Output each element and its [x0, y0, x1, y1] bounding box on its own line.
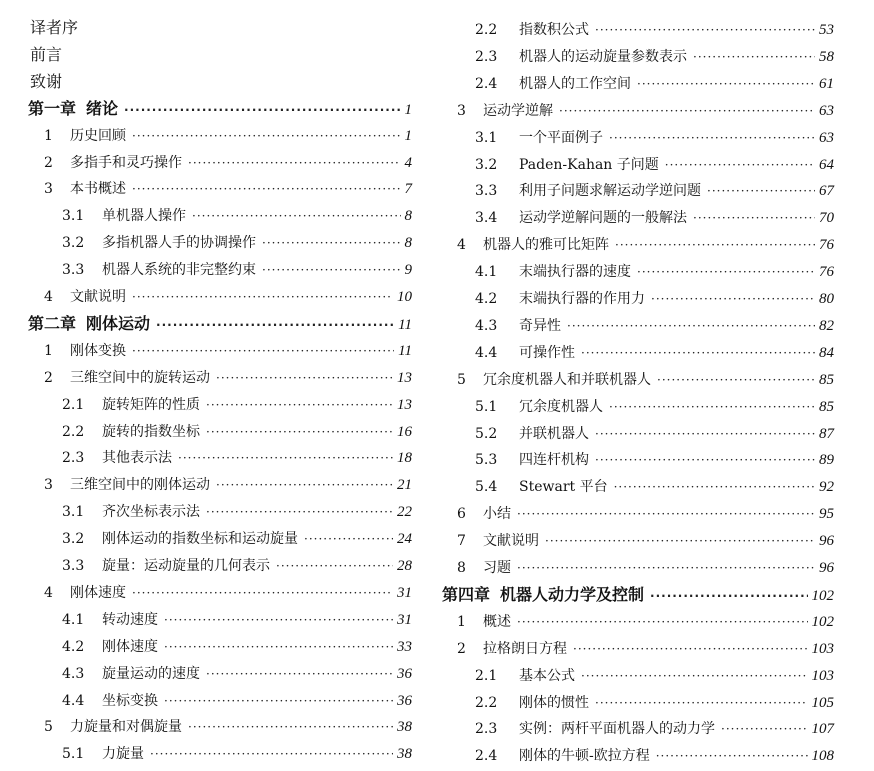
toc-entry-subsection: [475, 155, 834, 175]
dot-leader: [567, 316, 815, 336]
toc-entry-page-number: 22: [397, 504, 412, 521]
dot-leader: [614, 477, 815, 497]
toc-entry-page-number: 103: [811, 640, 834, 657]
toc-entry-title: 多指机器人手的协调操作: [102, 235, 256, 252]
toc-entry-page-number: 96: [819, 560, 834, 576]
toc-entry-title: 机器人的工作空间: [519, 75, 631, 92]
toc-entry-page-number: 96: [819, 533, 834, 550]
toc-entry-subsection: [475, 74, 834, 94]
dot-leader: [206, 395, 393, 415]
toc-entry-title: 历史回顾: [70, 127, 126, 144]
dot-leader: [188, 153, 401, 173]
toc-entry-title: 旋转矩阵的性质: [102, 396, 200, 413]
toc-entry-title: 刚体运动的指数坐标和运动旋量: [102, 531, 298, 548]
toc-entry-title: 四连杆机构: [519, 452, 589, 469]
dot-leader: [132, 179, 401, 199]
toc-entry-title: 多指手和灵巧操作: [70, 154, 182, 171]
toc-entry-title: 实例：两杆平面机器人的动力学: [519, 721, 715, 738]
toc-entry-subsection: [62, 744, 412, 764]
toc-entry-page-number: 61: [819, 75, 834, 92]
toc-entry-subsection: [475, 719, 834, 739]
toc-entry-title: 绪论: [86, 98, 119, 118]
toc-entry-title: 译者序: [30, 18, 79, 37]
toc-entry-subsection: [475, 47, 834, 67]
dot-leader: [615, 235, 815, 255]
dot-leader: [164, 691, 393, 711]
toc-entry-page-number: 67: [819, 183, 834, 200]
toc-entry-title: 拉格朗日方程: [483, 640, 567, 657]
toc-entry-number: 3.1: [62, 208, 85, 225]
toc-entry-section: [457, 558, 834, 578]
toc-entry-number: 4.1: [475, 264, 498, 281]
toc-entry-number: 2.3: [475, 48, 498, 65]
toc-entry-title: 旋转的指数坐标: [102, 423, 200, 440]
toc-entry-title: 小结: [483, 506, 511, 523]
toc-entry-number: 3.1: [62, 504, 85, 521]
dot-leader: [545, 531, 815, 551]
toc-entry-subsection: [475, 397, 834, 417]
toc-entry-title: 机器人的运动旋量参数表示: [519, 48, 687, 65]
toc-entry-section: [44, 126, 412, 146]
toc-entry-number: 2.2: [475, 22, 498, 38]
dot-leader: [262, 260, 401, 280]
toc-entry-number: 4: [44, 584, 53, 601]
toc-entry-section: [44, 368, 412, 388]
toc-entry-number: 7: [457, 533, 466, 550]
toc-entry-number: 1: [457, 613, 466, 630]
toc-entry-title: 力旋量和对偶旋量: [70, 719, 182, 736]
dot-leader: [124, 100, 400, 120]
toc-entry-number: 2.4: [475, 75, 498, 92]
toc-entry-subsection: [62, 448, 412, 468]
toc-entry-section: [44, 179, 412, 199]
toc-entry-page-number: 31: [397, 611, 412, 628]
toc-entry-number: 4.2: [475, 291, 498, 307]
toc-entry-number: 3.3: [475, 183, 498, 200]
toc-entry-section: [457, 101, 834, 121]
toc-entry-title: 力旋量: [102, 746, 144, 763]
toc-entry-number: 3.2: [62, 235, 85, 252]
toc-entry-number: 2.2: [62, 423, 85, 440]
dot-leader: [573, 639, 808, 659]
toc-entry-title: 转动速度: [102, 611, 158, 628]
toc-entry-section: [44, 341, 412, 361]
toc-entry-number: 5.2: [475, 425, 498, 442]
toc-entry-number: 3.3: [62, 262, 85, 279]
toc-entry-page-number: 36: [397, 665, 412, 682]
toc-entry-title: 机器人系统的非完整约束: [102, 262, 256, 279]
toc-entry-section: [44, 717, 412, 737]
toc-entry-title: 刚体的牛顿-欧拉方程: [519, 748, 650, 765]
dot-leader: [517, 612, 808, 632]
dot-leader: [637, 74, 815, 94]
toc-entry-page-number: 1: [404, 127, 412, 144]
dot-leader: [216, 368, 393, 388]
toc-entry-number: 2.1: [62, 396, 85, 413]
dot-leader: [707, 181, 815, 201]
toc-entry-number: 1: [44, 127, 53, 144]
toc-entry-title: 运动学逆解: [483, 102, 553, 119]
toc-entry-page-number: 53: [819, 22, 834, 38]
toc-entry-section: [457, 531, 834, 551]
toc-entry-title: 单机器人操作: [102, 208, 186, 225]
toc-entry-page-number: 76: [819, 264, 834, 281]
toc-entry-chapter: [28, 314, 412, 335]
toc-entry-page-number: 89: [819, 452, 834, 469]
dot-leader: [665, 155, 815, 175]
toc-entry-number: 3: [44, 477, 53, 494]
toc-entry-page-number: 108: [811, 748, 834, 765]
toc-entry-page-number: 82: [819, 317, 834, 334]
dot-leader: [721, 719, 808, 739]
toc-entry-number: 5: [457, 371, 466, 388]
toc-entry-number: 3.3: [62, 558, 85, 574]
toc-entry-section: [44, 287, 412, 307]
toc-entry-number: 2: [44, 369, 53, 386]
dot-leader: [304, 529, 393, 549]
toc-entry-page-number: 105: [811, 694, 834, 711]
toc-entry-title: 刚体的惯性: [519, 694, 589, 711]
dot-leader: [595, 450, 815, 470]
toc-entry-title: 刚体速度: [70, 584, 126, 601]
toc-entry-section: [457, 370, 834, 390]
toc-entry-subsection: [62, 206, 412, 226]
toc-entry-title: 前言: [30, 44, 63, 64]
dot-leader: [276, 556, 393, 576]
toc-entry-page-number: 24: [397, 531, 412, 548]
toc-entry-number: 4.4: [475, 344, 498, 361]
toc-entry-number: 4: [457, 237, 466, 254]
toc-entry-title: 冗余度机器人: [519, 398, 603, 415]
toc-entry-number: 4.4: [62, 692, 85, 709]
toc-entry-page-number: 4: [404, 154, 412, 171]
dot-leader: [517, 504, 815, 524]
toc-entry-subsection: [62, 502, 412, 522]
toc-entry-number: 4.3: [475, 317, 498, 334]
dot-leader: [595, 20, 815, 40]
toc-entry-page-number: 7: [404, 181, 412, 198]
toc-entry-title: 致谢: [30, 71, 63, 91]
toc-entry-chapter: [442, 585, 834, 606]
dot-leader: [651, 289, 815, 309]
toc-entry-chapter: [28, 99, 412, 120]
toc-entry-number: 2.1: [475, 667, 498, 684]
dot-leader: [262, 233, 401, 253]
dot-leader: [164, 637, 393, 657]
toc-entry-page-number: 8: [404, 208, 412, 225]
dot-leader: [132, 287, 393, 307]
toc-entry-page-number: 11: [398, 342, 412, 359]
toc-entry-title: 奇异性: [519, 317, 561, 334]
toc-entry-page-number: 85: [819, 398, 834, 415]
toc-entry-page-number: 21: [397, 477, 412, 494]
toc-entry-section: [457, 235, 834, 255]
toc-entry-page-number: 102: [811, 587, 834, 604]
toc-entry-title: 利用子问题求解运动学逆问题: [519, 183, 701, 200]
toc-entry-subsection: [62, 664, 412, 684]
toc-entry-number: 3.2: [475, 156, 498, 173]
toc-entry-page-number: 85: [819, 371, 834, 388]
toc-entry-page-number: 102: [811, 613, 834, 630]
toc-entry-number: 5.1: [475, 398, 498, 415]
dot-leader: [178, 448, 393, 468]
toc-entry-title: 指数积公式: [519, 22, 589, 38]
toc-entry-section: [457, 639, 834, 659]
toc-entry-page-number: 1: [404, 101, 412, 118]
toc-entry-number: 1: [44, 342, 53, 359]
toc-entry-page-number: 58: [819, 48, 834, 65]
toc-entry-title: 坐标变换: [102, 692, 158, 709]
dot-leader: [656, 746, 808, 766]
toc-entry-page-number: 70: [819, 210, 834, 227]
toc-entry-title: 并联机器人: [519, 425, 589, 442]
toc-entry-subsection: [62, 395, 412, 415]
dot-leader: [559, 101, 815, 121]
toc-entry-subsection: [475, 693, 834, 713]
toc-entry-title: 三维空间中的旋转运动: [70, 369, 210, 386]
toc-entry-subsection: [475, 450, 834, 470]
toc-entry-subsection: [475, 20, 834, 40]
toc-entry-title: 文献说明: [483, 533, 539, 550]
toc-entry-page-number: 84: [819, 344, 834, 361]
toc-entry-number: 5.3: [475, 452, 498, 469]
toc-entry-title: 一个平面例子: [519, 129, 603, 146]
dot-leader: [517, 558, 815, 578]
dot-leader: [581, 666, 808, 686]
toc-entry-subsection: [475, 666, 834, 686]
toc-entry-section: [44, 583, 412, 603]
dot-leader: [650, 586, 807, 606]
toc-entry-number: 第一章: [28, 98, 77, 118]
dot-leader: [609, 128, 815, 148]
toc-entry-title: 刚体速度: [102, 638, 158, 655]
toc-entry-number: 3.1: [475, 129, 498, 146]
toc-entry-title: 概述: [483, 613, 511, 630]
toc-entry-number: 5: [44, 719, 53, 736]
toc-entry-title: 旋量：运动旋量的几何表示: [102, 558, 270, 574]
toc-entry-subsection: [62, 422, 412, 442]
dot-leader: [693, 47, 815, 67]
toc-entry-subsection: [475, 316, 834, 336]
toc-entry-subsection: [475, 208, 834, 228]
toc-entry-title: 本书概述: [70, 181, 126, 198]
toc-entry-subsection: [475, 477, 834, 497]
toc-entry-title: 其他表示法: [102, 450, 172, 467]
toc-entry-title: Stewart 平台: [519, 479, 608, 496]
toc-entry-title: 刚体变换: [70, 342, 126, 359]
dot-leader: [150, 744, 393, 764]
dot-leader: [693, 208, 815, 228]
toc-entry-page-number: 64: [819, 156, 834, 173]
toc-entry-number: 5.1: [62, 746, 85, 763]
dot-leader: [595, 424, 815, 444]
dot-leader: [206, 502, 393, 522]
toc-entry-number: 2.3: [475, 721, 498, 738]
toc-entry-title: 机器人动力学及控制: [500, 584, 645, 604]
toc-entry-subsection: [475, 424, 834, 444]
dot-leader: [206, 422, 393, 442]
dot-leader: [637, 262, 815, 282]
toc-entry-number: 3.4: [475, 210, 498, 227]
toc-entry-page-number: 80: [819, 291, 834, 307]
toc-entry-page-number: 28: [397, 558, 412, 574]
toc-entry-page-number: 13: [397, 369, 412, 386]
dot-leader: [206, 664, 393, 684]
toc-entry-page-number: 9: [404, 262, 412, 279]
toc-entry-subsection: [62, 637, 412, 657]
toc-entry-title: 齐次坐标表示法: [102, 504, 200, 521]
toc-entry-page-number: 107: [811, 721, 834, 738]
toc-entry-page-number: 95: [819, 506, 834, 523]
toc-entry-page-number: 63: [819, 129, 834, 146]
toc-entry-title: 冗余度机器人和并联机器人: [483, 371, 651, 388]
toc-entry-title: Paden-Kahan 子问题: [519, 156, 659, 173]
toc-entry-subsection: [475, 746, 834, 766]
toc-entry-subsection: [475, 289, 834, 309]
toc-entry-subsection: [475, 262, 834, 282]
toc-entry-page-number: 8: [404, 235, 412, 252]
toc-entry-number: 2: [44, 154, 53, 171]
toc-entry-front: [30, 18, 78, 38]
toc-entry-number: 4.1: [62, 611, 85, 628]
toc-entry-subsection: [62, 556, 412, 576]
toc-entry-subsection: [475, 343, 834, 363]
toc-entry-number: 2: [457, 640, 466, 657]
toc-entry-page-number: 13: [397, 396, 412, 413]
toc-entry-page-number: 76: [819, 237, 834, 254]
toc-entry-page-number: 92: [819, 479, 834, 496]
dot-leader: [216, 475, 393, 495]
toc-entry-number: 2.3: [62, 450, 85, 467]
toc-entry-title: 基本公式: [519, 667, 575, 684]
toc-entry-section: [44, 475, 412, 495]
toc-entry-number: 3: [44, 181, 53, 198]
dot-leader: [164, 610, 393, 630]
toc-entry-title: 文献说明: [70, 289, 126, 305]
toc-entry-title: 可操作性: [519, 344, 575, 361]
toc-entry-section: [44, 153, 412, 173]
toc-entry-title: 刚体运动: [86, 313, 151, 333]
dot-leader: [132, 583, 393, 603]
toc-entry-subsection: [62, 529, 412, 549]
dot-leader: [657, 370, 815, 390]
toc-entry-number: 4.2: [62, 638, 85, 655]
toc-entry-front: [30, 45, 62, 65]
toc-entry-number: 6: [457, 506, 466, 523]
dot-leader: [581, 343, 815, 363]
toc-entry-subsection: [475, 128, 834, 148]
toc-entry-subsection: [62, 233, 412, 253]
toc-entry-page-number: 103: [811, 667, 834, 684]
toc-entry-number: 5.4: [475, 479, 498, 496]
toc-entry-number: 4: [44, 289, 53, 305]
toc-entry-number: 3.2: [62, 531, 85, 548]
toc-entry-page-number: 36: [397, 692, 412, 709]
toc-entry-title: 末端执行器的作用力: [519, 291, 645, 307]
dot-leader: [595, 693, 808, 713]
toc-entry-subsection: [62, 260, 412, 280]
toc-entry-front: [30, 72, 62, 92]
toc-entry-page-number: 11: [398, 316, 412, 333]
toc-entry-title: 运动学逆解问题的一般解法: [519, 210, 687, 227]
toc-entry-subsection: [62, 610, 412, 630]
dot-leader: [192, 206, 401, 226]
toc-entry-page-number: 31: [397, 584, 412, 601]
toc-entry-page-number: 10: [397, 289, 412, 305]
toc-entry-subsection: [475, 181, 834, 201]
toc-entry-number: 第四章: [442, 584, 491, 604]
toc-entry-number: 2.4: [475, 748, 498, 765]
dot-leader: [609, 397, 815, 417]
toc-entry-title: 习题: [483, 560, 511, 576]
dot-leader: [188, 717, 393, 737]
toc-entry-page-number: 18: [397, 450, 412, 467]
toc-entry-number: 第二章: [28, 313, 77, 333]
toc-entry-page-number: 63: [819, 102, 834, 119]
toc-entry-page-number: 38: [397, 746, 412, 763]
toc-entry-title: 机器人的雅可比矩阵: [483, 237, 609, 254]
toc-entry-number: 4.3: [62, 665, 85, 682]
toc-entry-number: 3: [457, 102, 466, 119]
toc-entry-section: [457, 504, 834, 524]
dot-leader: [132, 126, 401, 146]
toc-entry-title: 旋量运动的速度: [102, 665, 200, 682]
toc-entry-title: 末端执行器的速度: [519, 264, 631, 281]
toc-entry-page-number: 38: [397, 719, 412, 736]
toc-entry-number: 8: [457, 560, 466, 576]
dot-leader: [156, 315, 394, 335]
toc-entry-page-number: 16: [397, 423, 412, 440]
dot-leader: [132, 341, 394, 361]
toc-entry-subsection: [62, 691, 412, 711]
toc-entry-page-number: 87: [819, 425, 834, 442]
toc-entry-page-number: 33: [397, 638, 412, 655]
toc-entry-number: 2.2: [475, 694, 498, 711]
toc-entry-title: 三维空间中的刚体运动: [70, 477, 210, 494]
toc-entry-section: [457, 612, 834, 632]
